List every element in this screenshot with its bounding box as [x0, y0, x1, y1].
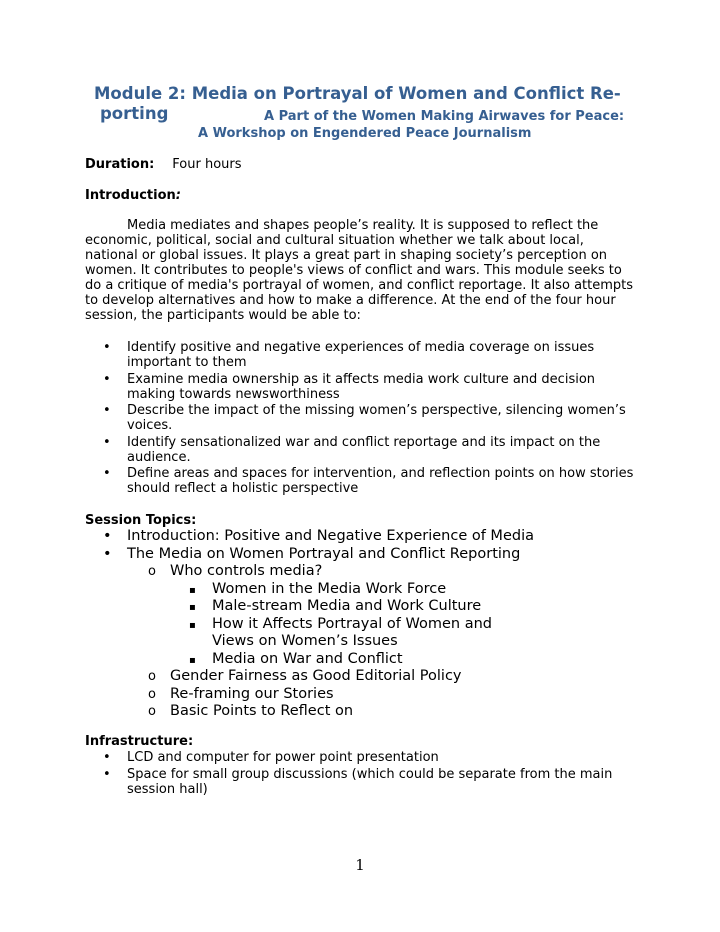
- module-title: [94, 84, 654, 141]
- circle-bullet-icon: o: [148, 704, 156, 719]
- title-line-2: porting: [100, 104, 169, 123]
- list-item: • Space for small group discussions (which could be separate from the main session hall): [103, 767, 613, 797]
- topic-subitem: o Gender Fairness as Good Editorial Policy: [148, 668, 462, 684]
- objectives-list: [85, 340, 645, 498]
- topic-item: • Introduction: Positive and Negative Experience of Media: [103, 528, 534, 544]
- square-bullet-icon: ▪: [189, 654, 196, 666]
- bullet-icon: •: [103, 750, 111, 765]
- introduction-label: Introduction: [85, 188, 176, 203]
- list-item: • Identify sensationalized war and conflict reportage and its impact on the audience.: [103, 434, 601, 465]
- duration-line: [85, 157, 645, 172]
- list-item: • LCD and computer for power point presentation: [103, 750, 439, 765]
- subtitle-line-2: A Workshop on Engendered Peace Journalism: [198, 126, 532, 141]
- square-bullet-icon: ▪: [189, 619, 196, 631]
- bullet-icon: •: [103, 528, 112, 544]
- infrastructure-list: [85, 750, 645, 799]
- bullet-icon: •: [103, 767, 111, 782]
- square-bullet-icon: ▪: [189, 602, 196, 613]
- circle-bullet-icon: o: [148, 669, 156, 684]
- topic-subsubitem: ▪ How it Affects Portrayal of Women and Views on Women’s Issues: [189, 615, 492, 649]
- duration-value: Four hours: [172, 157, 242, 172]
- list-item: • Define areas and spaces for intervention, and reflection points on how stories should reflect a holistic perspective: [103, 466, 634, 496]
- introduction-text: Media mediates and shapes people’s reality. It is supposed to reflect the economic, political, social and cultural situation whether we talk about local, national or global issues. It plays a great part in shaping society’s perception on women. It contributes to people's views of conflict and wars. This module seeks to do a critique of media's portrayal of women, and conflict reportage. It also attempts to develop alternatives and how to make a difference. At the end of the four hour session, the participants would be able to:: [85, 218, 634, 323]
- session-topics-heading: Session Topics:: [85, 513, 197, 528]
- bullet-icon: •: [103, 466, 111, 481]
- topic-subitem: o Basic Points to Reflect on: [148, 703, 354, 719]
- bullet-icon: •: [103, 403, 111, 418]
- session-topics-list: [85, 528, 645, 721]
- introduction-paragraph: [85, 218, 640, 323]
- infrastructure-heading: Infrastructure:: [85, 734, 194, 749]
- bullet-icon: •: [103, 545, 112, 562]
- circle-bullet-icon: o: [148, 686, 156, 702]
- topic-subsubitem: ▪ Women in the Media Work Force: [85, 581, 645, 599]
- topic-subitem: o Re-framing our Stories: [148, 685, 334, 702]
- bullet-icon: •: [103, 371, 111, 387]
- bullet-icon: •: [103, 340, 111, 355]
- circle-bullet-icon: o: [148, 564, 156, 579]
- introduction-colon: :: [175, 188, 181, 203]
- subtitle-line-1: A Part of the Women Making Airwaves for Peace:: [264, 109, 625, 124]
- topic-subsubitem: ▪ Media on War and Conflict: [85, 651, 645, 669]
- square-bullet-icon: ▪: [189, 584, 196, 596]
- duration-label: Duration:: [85, 157, 155, 172]
- introduction-heading: [85, 188, 645, 203]
- topic-subitem: o Who controls media?: [148, 563, 323, 579]
- title-line-1: Module 2: Media on Portrayal of Women and Conflict Re-: [94, 84, 621, 103]
- topic-item: • The Media on Women Portrayal and Conflict Reporting: [103, 545, 521, 562]
- list-item: • Identify positive and negative experiences of media coverage on issues important to them: [103, 340, 595, 370]
- list-item: • Describe the impact of the missing women’s perspective, silencing women’s voices.: [103, 403, 626, 433]
- list-item: • Examine media ownership as it affects media work culture and decision making towards newsworthiness: [103, 371, 596, 402]
- bullet-icon: •: [103, 434, 111, 450]
- page-number: 1: [355, 856, 365, 874]
- topic-subsubitem: ▪ Male-stream Media and Work Culture: [85, 598, 645, 616]
